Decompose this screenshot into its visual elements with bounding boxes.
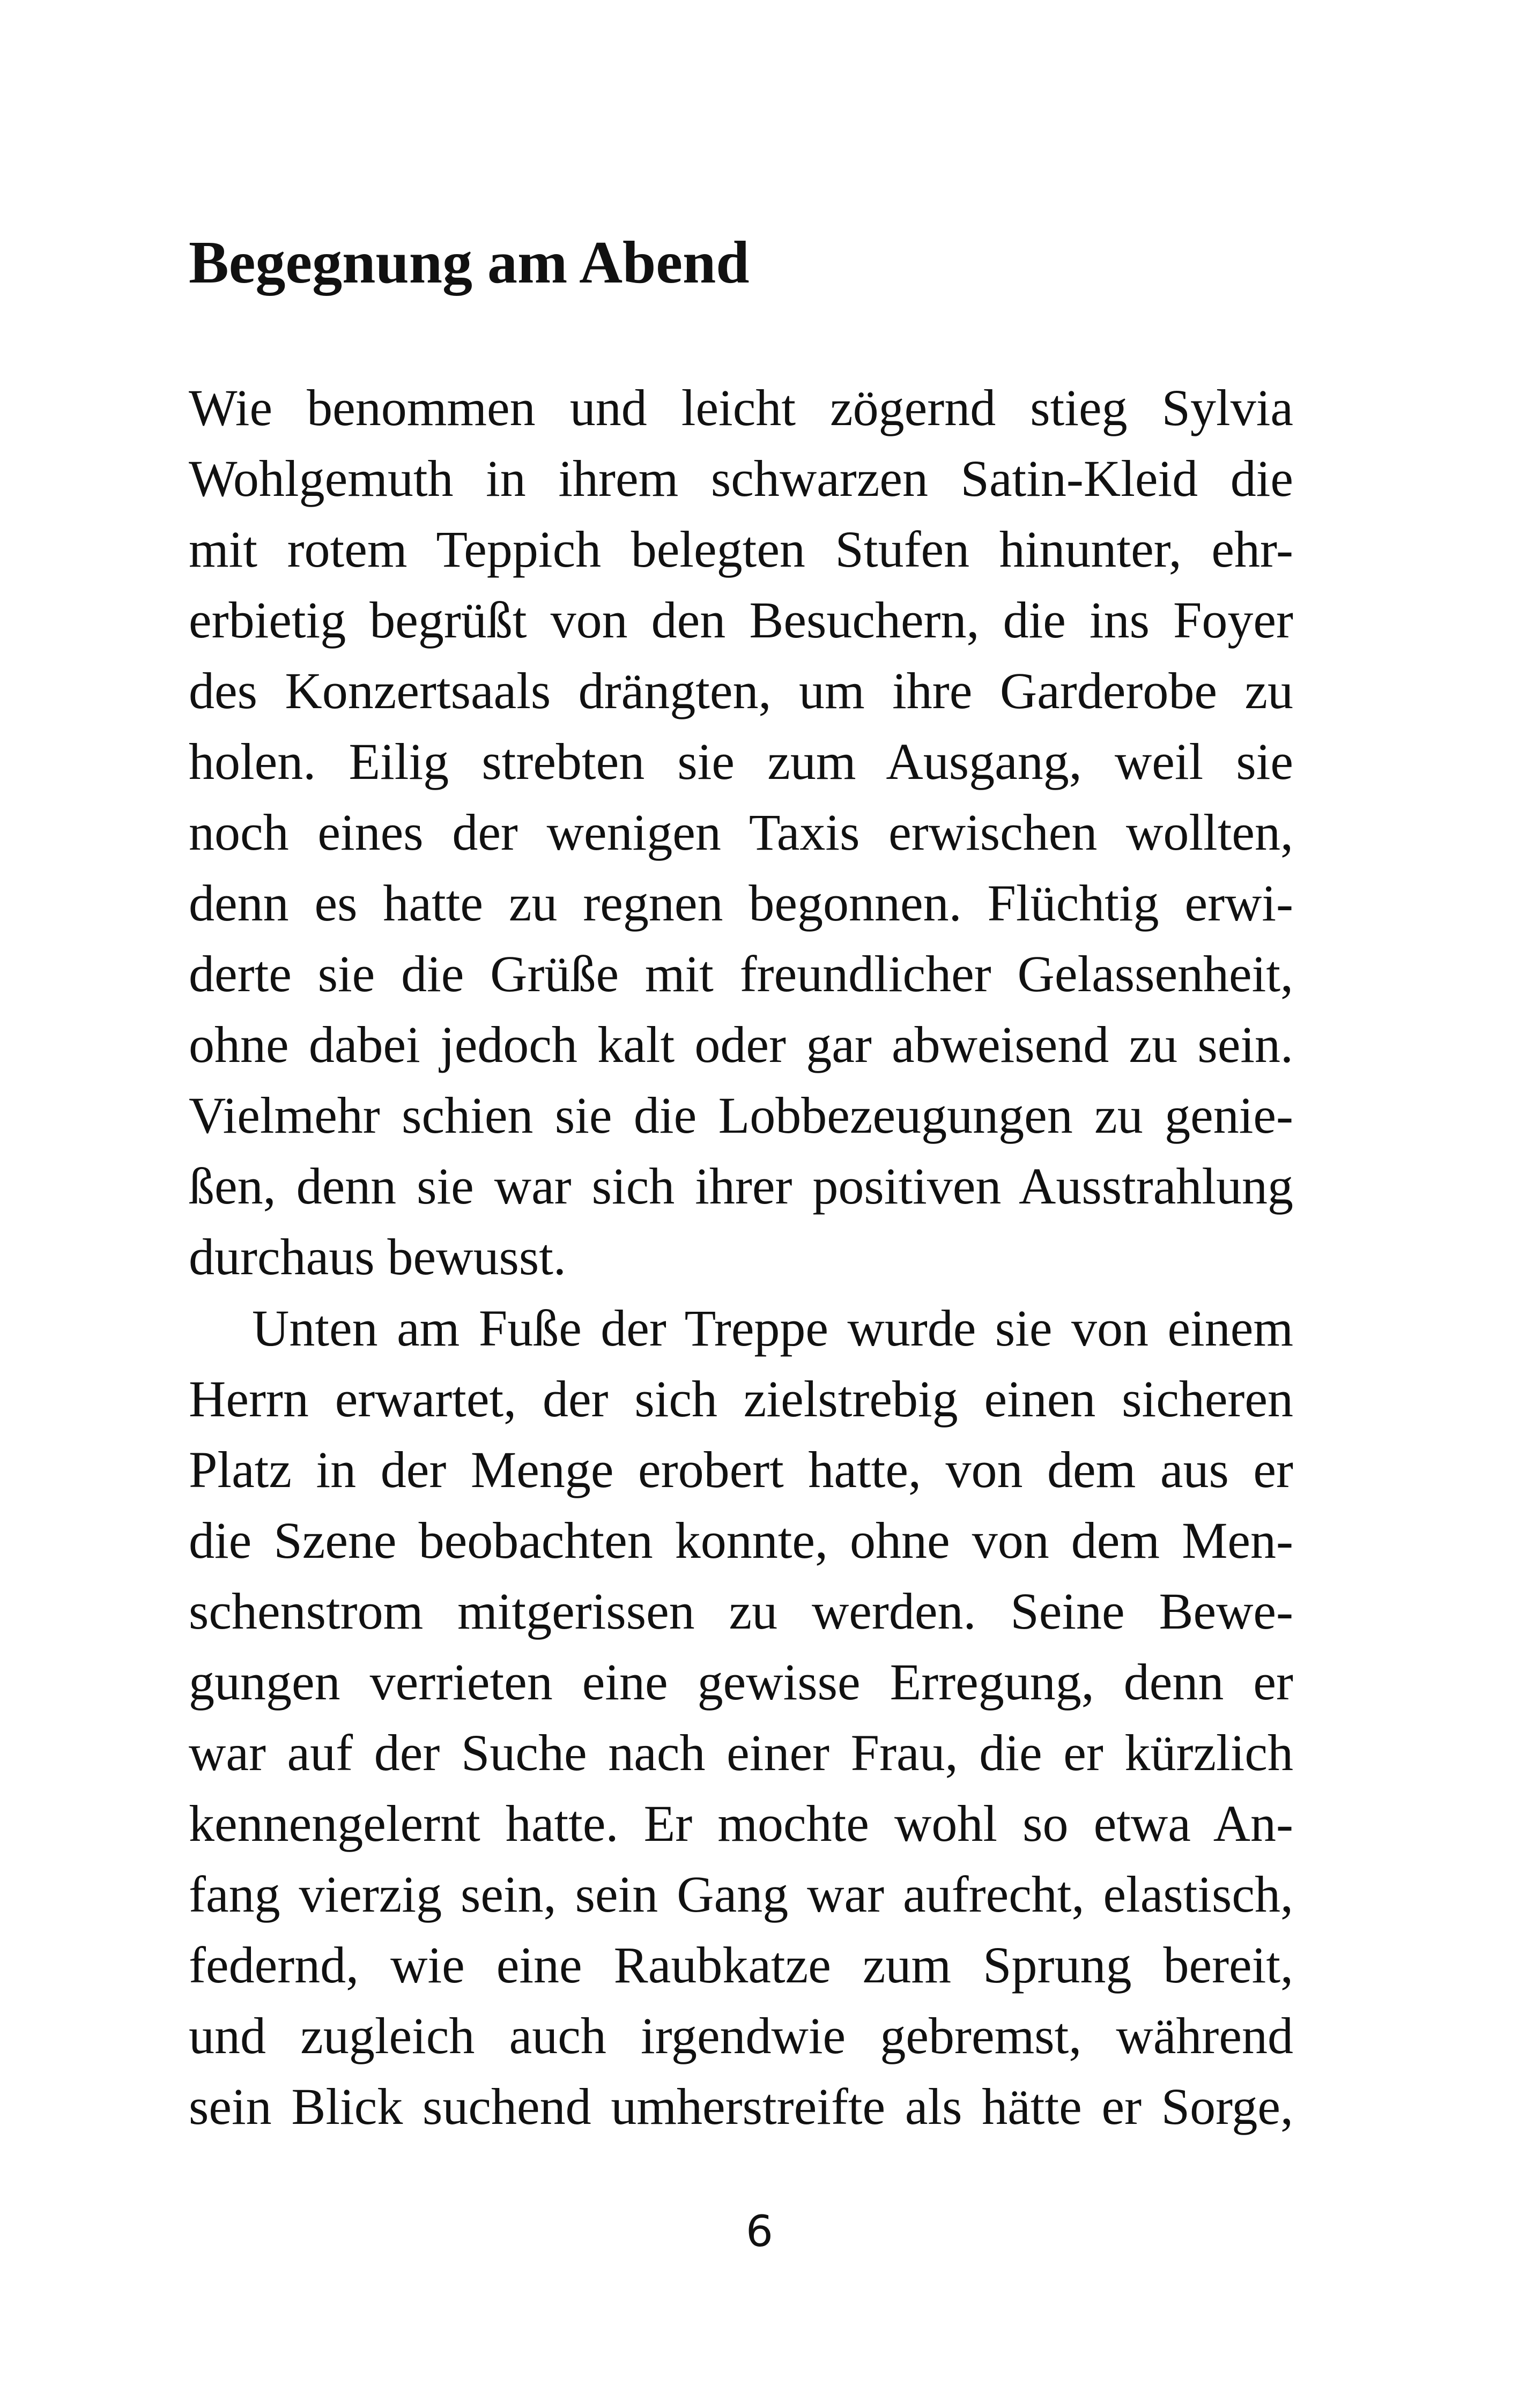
paragraph-1 — [189, 373, 1293, 1292]
text-line: und zugleich auch irgendwie gebremst, während — [189, 2007, 1293, 2064]
text-line: Wohlgemuth in ihrem schwarzen Satin-Kleid die — [189, 450, 1293, 507]
text-line: noch eines der wenigen Taxis erwischen wollten, — [189, 804, 1293, 861]
text-line: war auf der Suche nach einer Frau, die er kürzlich — [189, 1724, 1293, 1781]
text-line: holen. Eilig strebten sie zum Ausgang, weil sie — [189, 733, 1293, 790]
text-line: Vielmehr schien sie die Lobbezeugungen zu genie- — [189, 1087, 1293, 1144]
text-line: federnd, wie eine Raubkatze zum Sprung bereit, — [189, 1936, 1293, 1994]
text-line: die Szene beobachten konnte, ohne von dem Men- — [189, 1512, 1293, 1569]
text-line: erbietig begrüßt von den Besuchern, die ins Foyer — [189, 591, 1293, 649]
text-line: durchaus bewusst. — [189, 1228, 566, 1285]
text-line: sein Blick suchend umherstreifte als hätte er Sorge, — [189, 2078, 1293, 2135]
text-line: kennengelernt hatte. Er mochte wohl so etwa An- — [189, 1795, 1293, 1852]
text-line: fang vierzig sein, sein Gang war aufrecht, elastisch, — [189, 1866, 1293, 1923]
chapter-title: Begegnung am Abend — [189, 229, 750, 296]
text-line: derte sie die Grüße mit freundlicher Gelassenheit, — [189, 945, 1293, 1002]
text-line: des Konzertsaals drängten, um ihre Garderobe zu — [189, 662, 1293, 719]
text-line: Wie benommen und leicht zögernd stieg Sylvia — [189, 379, 1293, 436]
text-line: ßen, denn sie war sich ihrer positiven Ausstrahlung — [189, 1157, 1293, 1215]
text-line: schenstrom mitgerissen zu werden. Seine Bewe- — [189, 1582, 1293, 1640]
text-line: Unten am Fuße der Treppe wurde sie von einem — [252, 1299, 1293, 1357]
text-line: mit rotem Teppich belegten Stufen hinunter, ehr- — [189, 521, 1293, 578]
text-line: Platz in der Menge erobert hatte, von dem aus er — [189, 1441, 1293, 1498]
paragraph-2 — [189, 1293, 1293, 2142]
page-number: 6 — [746, 2206, 773, 2256]
text-line: gungen verrieten eine gewisse Erregung, denn er — [189, 1653, 1293, 1711]
text-line: denn es hatte zu regnen begonnen. Flüchtig erwi- — [189, 874, 1293, 932]
text-line: Herrn erwartet, der sich zielstrebig einen sicheren — [189, 1370, 1293, 1428]
text-line: ohne dabei jedoch kalt oder gar abweisend zu sein. — [189, 1016, 1293, 1073]
